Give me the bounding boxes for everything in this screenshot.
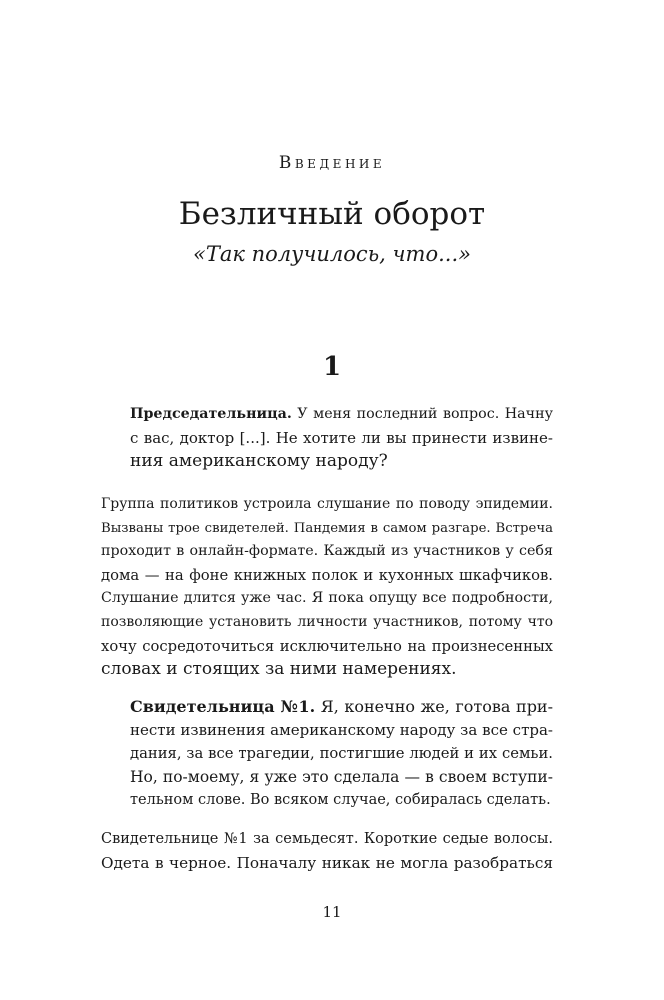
text-line: словах и стоящих за ними намерениях. <box>101 659 457 680</box>
text-line: Слушание длится уже час. Я пока опущу все подробности, <box>101 590 553 607</box>
speaker-label: Свидетельница №1. <box>130 697 316 716</box>
part-numeral: 1 <box>322 352 342 382</box>
dialogue-quote-witness-1 <box>130 695 553 813</box>
body-paragraph <box>101 493 553 682</box>
text-line: позволяющие установить личности участников, потому что <box>101 613 553 630</box>
page-number: 11 <box>322 903 342 921</box>
text-line <box>130 695 553 719</box>
quote-text: У меня последний вопрос. Начну <box>291 406 553 422</box>
chapter-title: Безличный оборот <box>178 196 486 232</box>
speaker-label: Председательница. <box>130 406 292 422</box>
text-line: Но, по-моему, я уже это сделала — в своем вступи- <box>130 767 553 786</box>
section-label: Введение <box>278 153 386 173</box>
text-line: ния американскому народу? <box>130 451 388 472</box>
text-line: проходит в онлайн-формате. Каждый из участников у себя <box>101 543 553 560</box>
text-line: Группа политиков устроила слушание по поводу эпидемии. <box>101 496 553 512</box>
text-line: с вас, доктор [...]. Не хотите ли вы принести извине- <box>130 428 553 447</box>
text-line: хочу сосредоточиться исключительно на произнесенных <box>101 637 553 655</box>
text-line: Одета в черное. Поначалу никак не могла разобраться <box>101 853 553 872</box>
text-line: тельном слове. Во всяком случае, собиралась сделать. <box>130 792 551 809</box>
text-line: дания, за все трагедии, постигшие людей и их семьи. <box>130 745 553 763</box>
text-line: Вызваны трое свидетелей. Пандемия в самом разгаре. Встреча <box>101 520 553 536</box>
body-paragraph <box>101 828 553 875</box>
quote-text: Я, конечно же, готова при- <box>315 697 553 716</box>
chapter-subtitle: «Так получилось, что...» <box>193 242 471 266</box>
text-line <box>130 403 553 427</box>
text-line: Свидетельнице №1 за семьдесят. Короткие седые волосы. <box>101 831 553 847</box>
text-line: дома — на фоне книжных полок и кухонных шкафчиков. <box>101 566 553 584</box>
text-line: нести извинения американскому народу за все стра- <box>130 720 553 739</box>
dialogue-quote-chairwoman <box>130 403 553 474</box>
